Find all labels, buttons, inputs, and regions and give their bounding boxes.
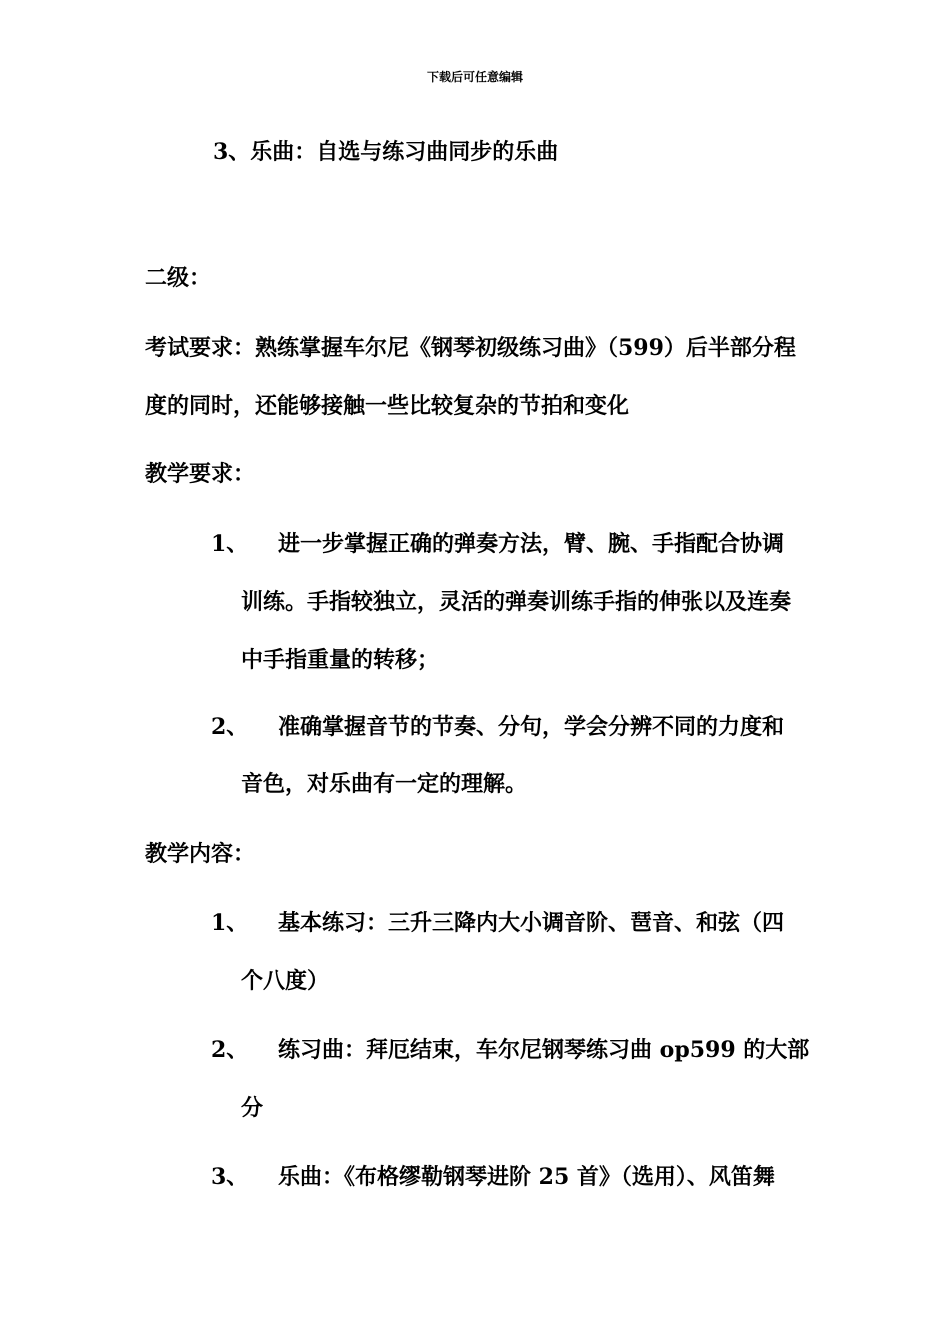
exam-requirement-line-1: 考试要求：熟练掌握车尔尼《钢琴初级练习曲》（599）后半部分程 (145, 335, 796, 361)
page-header: 下载后可任意编辑 (426, 70, 523, 84)
content-item-3-number: 3、 (211, 1164, 249, 1190)
content-item-1-line-2: 个八度） (241, 968, 330, 994)
req-item-1-line-1: 进一步掌握正确的弹奏方法，臂、腕、手指配合协调 (278, 531, 785, 557)
level-heading: 二级： (145, 265, 212, 291)
req-item-1-line-2: 训练。手指较独立，灵活的弹奏训练手指的伸张以及连奏 (241, 589, 792, 615)
exam-requirement-line-2: 度的同时，还能够接触一些比较复杂的节拍和变化 (145, 393, 630, 419)
req-item-2-line-1: 准确掌握音节的节奏、分句，学会分辨不同的力度和 (278, 714, 785, 740)
req-item-2-line-2: 音色，对乐曲有一定的理解。 (241, 771, 528, 797)
req-item-1-line-3: 中手指重量的转移； (241, 647, 440, 673)
content-item-2-line-2: 分 (241, 1095, 264, 1121)
content-item-2-line-1: 练习曲：拜厄结束，车尔尼钢琴练习曲 op599 的大部 (278, 1037, 810, 1063)
content-item-3-line-1: 乐曲：《布格缪勒钢琴进阶 25 首》（选用）、风笛舞 (278, 1164, 775, 1190)
top-item-3: 3、乐曲：自选与练习曲同步的乐曲 (213, 139, 559, 165)
content-item-2-number: 2、 (211, 1037, 249, 1063)
content-item-1-line-1: 基本练习：三升三降内大小调音阶、琶音、和弦（四 (278, 910, 785, 936)
req-item-1-number: 1、 (211, 531, 249, 557)
teaching-content-heading: 教学内容： (145, 841, 256, 867)
teaching-requirements-heading: 教学要求： (145, 461, 256, 487)
req-item-2-number: 2、 (211, 714, 249, 740)
content-item-1-number: 1、 (211, 910, 249, 936)
